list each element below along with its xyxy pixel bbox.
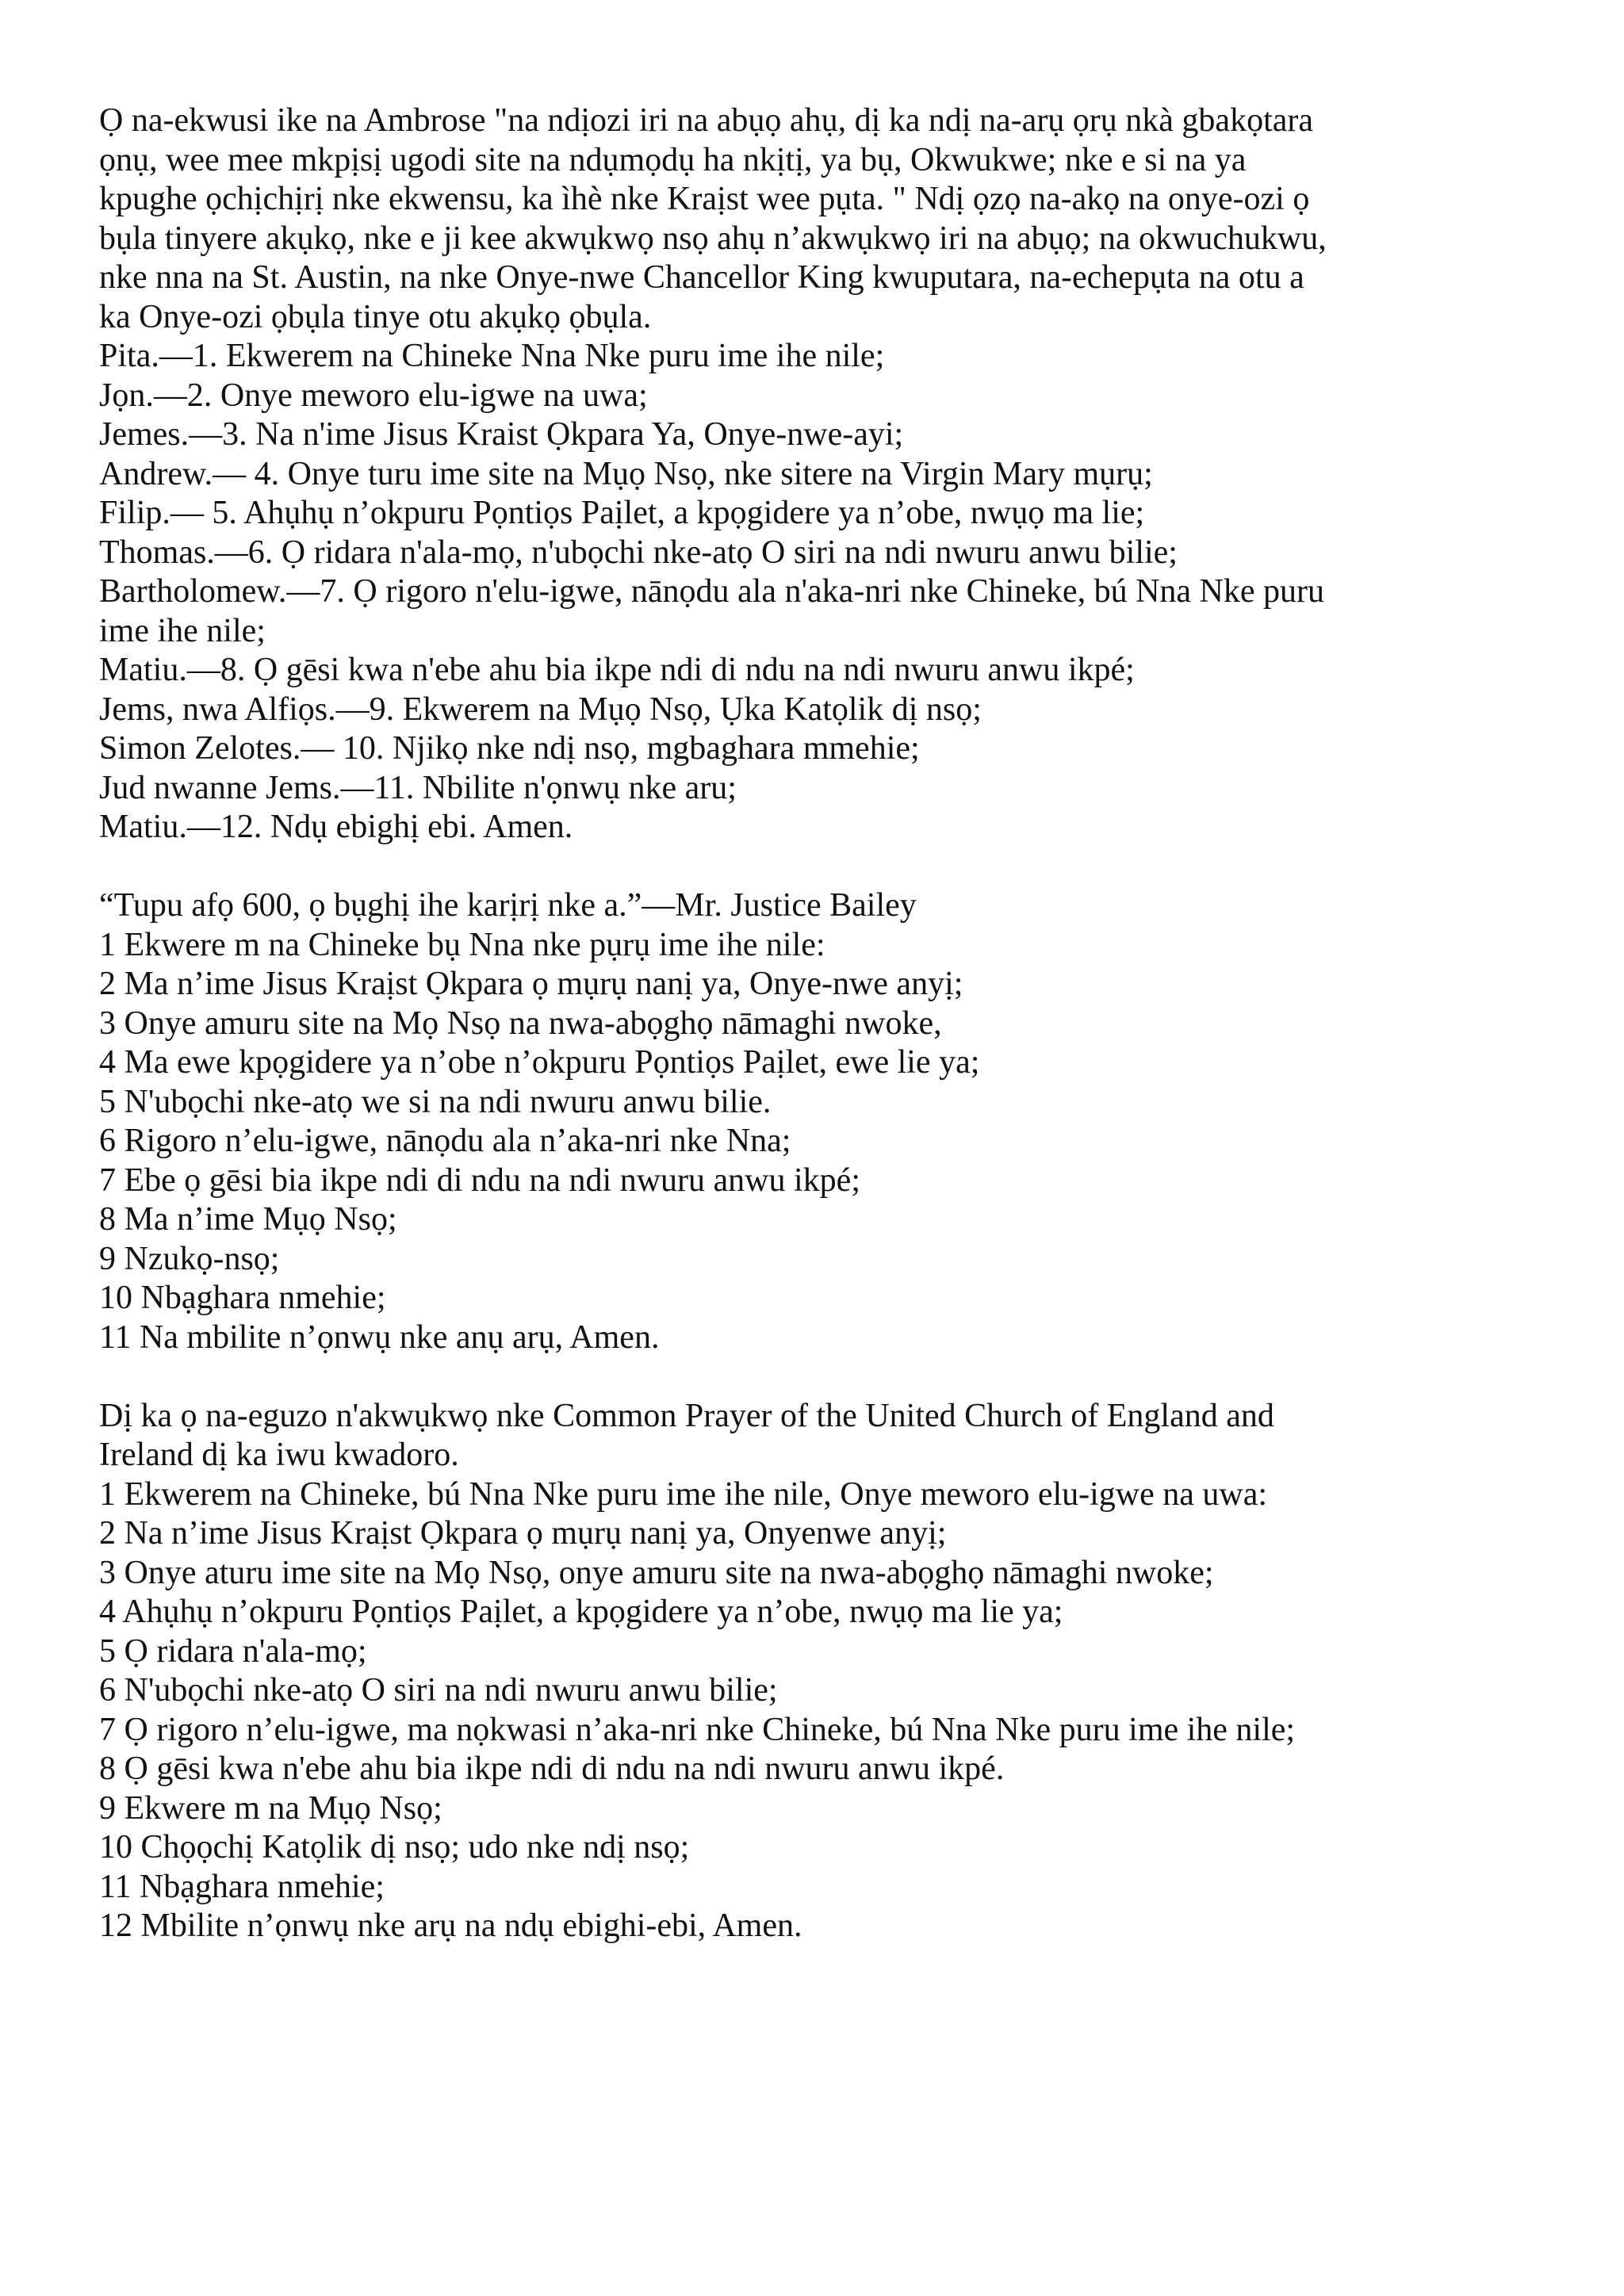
creed-article-continuation: ime ihe nile; bbox=[99, 612, 266, 649]
creed-article: 5 Ọ ridara n'ala-mọ; bbox=[99, 1632, 367, 1670]
creed-article: 10 Nbạghara nmehie; bbox=[99, 1280, 386, 1316]
paragraph-gap bbox=[99, 848, 1526, 887]
creed-article: 11 Na mbilite n’ọnwụ nke anụ arụ, Amen. bbox=[99, 1318, 660, 1356]
text-line: kpughe ọchịchịrị nke ekwensu, ka ìhè nke Kraịst wee pụta. " Ndị ọzọ na-akọ na onye-ozi ọ bbox=[99, 181, 1310, 217]
document-page bbox=[99, 101, 1526, 1946]
creed-article: 4 Ahụhụ n’okpuru Pọntiọs Paịlet, a kpọgidere ya n’obe, nwụọ ma lie ya; bbox=[99, 1594, 1063, 1630]
text-line: bụla tinyere akụkọ, nke e ji kee akwụkwọ nsọ ahụ n’akwụkwọ iri na abụọ; na okwuchukwu, bbox=[99, 220, 1327, 257]
creed-article: Jud nwanne Jems.—11. Nbilite n'ọnwụ nke aru; bbox=[99, 769, 737, 806]
creed-article: 7 Ọ rigoro n’elu-igwe, ma nọkwasi n’aka-nri nke Chineke, bú Nna Nke puru ime ihe nile; bbox=[99, 1711, 1296, 1748]
intro-paragraph bbox=[99, 101, 1526, 337]
section-heading: Dị ka ọ na-eguzo n'akwụkwọ nke Common Prayer of the United Church of England and bbox=[99, 1397, 1274, 1434]
creed-article: Filip.— 5. Ahụhụ n’okpuru Pọntiọs Paịlet, a kpọgidere ya n’obe, nwụọ ma lie; bbox=[99, 495, 1145, 531]
text-line: ọnụ, wee mee mkpịsị ugodi site na ndụmọdụ ha nkịtị, ya bụ, Okwukwe; nke e si na ya bbox=[99, 141, 1247, 178]
creed-article: 5 N'ubọchi nke-atọ we si na ndi nwuru anwu bilie. bbox=[99, 1083, 772, 1120]
creed-article: 6 Rigoro n’elu-igwe, nānọdu ala n’aka-nri nke Nna; bbox=[99, 1123, 791, 1159]
common-prayer-creed-list bbox=[99, 1397, 1526, 1946]
creed-article: 9 Ekwere m na Mụọ Nsọ; bbox=[99, 1789, 442, 1827]
creed-article: Jems, nwa Alfiọs.—9. Ekwerem na Mụọ Nsọ, Ụka Katọlik dị nsọ; bbox=[99, 691, 982, 728]
section-heading: “Tupu afọ 600, ọ bụghị ihe karịrị nke a.”—Mr. Justice Bailey bbox=[99, 887, 917, 924]
creed-article: 8 Ọ gēsi kwa n'ebe ahu bia ikpe ndi di ndu na ndi nwuru anwu ikpé. bbox=[99, 1751, 1005, 1787]
creed-article: 1 Ekwere m na Chineke bụ Nna nke pụrụ ime ihe nile: bbox=[99, 926, 825, 963]
creed-article: 10 Chọọchị Katọlik dị nsọ; udo nke ndị nsọ; bbox=[99, 1829, 690, 1866]
creed-article: 8 Ma n’ime Mụọ Nsọ; bbox=[99, 1201, 397, 1238]
creed-article: Jọn.—2. Onye meworo elu-igwe na uwa; bbox=[99, 377, 648, 414]
text-line: nke nna na St. Austin, na nke Onye-nwe Chancellor King kwuputara, na-echepụta na otu a bbox=[99, 259, 1304, 296]
creed-article: 12 Mbilite n’ọnwụ nke arụ na ndụ ebighi-ebi, Amen. bbox=[99, 1908, 802, 1944]
text-line: ka Onye-ozi ọbụla tinye otu akụkọ ọbụla. bbox=[99, 298, 652, 335]
creed-article: Jemes.—3. Na n'ime Jisus Kraist Ọkpara Ya, Onye-nwe-ayi; bbox=[99, 416, 904, 453]
section-heading: Ireland dị ka iwu kwadoro. bbox=[99, 1437, 459, 1473]
creed-article: Thomas.—6. Ọ ridara n'ala-mọ, n'ubọchi nke-atọ O siri na ndi nwuru anwu bilie; bbox=[99, 534, 1178, 571]
creed-article: 2 Na n’ime Jisus Kraịst Ọkpara ọ mụrụ nanị ya, Onyenwe anyị; bbox=[99, 1515, 947, 1552]
creed-article: 6 N'ubọchi nke-atọ O siri na ndi nwuru anwu bilie; bbox=[99, 1672, 778, 1709]
creed-article: Bartholomew.—7. Ọ rigoro n'elu-igwe, nānọdu ala n'aka-nri nke Chineke, bú Nna Nke puru bbox=[99, 573, 1324, 610]
creed-article: Matiu.—8. Ọ gēsi kwa n'ebe ahu bia ikpe ndi di ndu na ndi nwuru anwu ikpé; bbox=[99, 652, 1135, 688]
creed-article: Simon Zelotes.— 10. Njikọ nke ndị nsọ, mgbaghara mmehie; bbox=[99, 730, 920, 767]
creed-article: 4 Ma ewe kpọgidere ya n’obe n’okpuru Pọntiọs Paịlet, ewe lie ya; bbox=[99, 1044, 980, 1081]
creed-article: 1 Ekwerem na Chineke, bú Nna Nke puru ime ihe nile, Onye meworo elu-igwe na uwa: bbox=[99, 1475, 1268, 1513]
creed-article: 11 Nbạghara nmehie; bbox=[99, 1868, 385, 1905]
bailey-creed-list bbox=[99, 886, 1526, 1357]
creed-article: 3 Onye aturu ime site na Mọ Nsọ, onye amuru site na nwa-abọghọ nāmaghi nwoke; bbox=[99, 1554, 1214, 1591]
creed-article: Matiu.—12. Ndụ ebighị ebi. Amen. bbox=[99, 809, 573, 845]
text-line: Ọ na-ekwusi ike na Ambrose "na ndịozi iri na abụọ ahụ, dị ka ndị na-arụ ọrụ nkà gbakọtara bbox=[99, 102, 1314, 139]
creed-article: Andrew.— 4. Onye turu ime site na Mụọ Nsọ, nke sitere na Virgin Mary mụrụ; bbox=[99, 455, 1153, 492]
paragraph-gap bbox=[99, 1357, 1526, 1397]
creed-article: 9 Nzukọ-nsọ; bbox=[99, 1240, 280, 1277]
creed-article: 7 Ebe ọ gēsi bia ikpe ndi di ndu na ndi nwuru anwu ikpé; bbox=[99, 1161, 860, 1199]
creed-article: 2 Ma n’ime Jisus Kraịst Ọkpara ọ mụrụ nanị ya, Onye-nwe anyị; bbox=[99, 966, 963, 1002]
creed-article: Pita.—1. Ekwerem na Chineke Nna Nke puru ime ihe nile; bbox=[99, 338, 885, 374]
apostles-creed-list bbox=[99, 337, 1526, 848]
creed-article: 3 Onye amuru site na Mọ Nsọ na nwa-abọghọ nāmaghi nwoke, bbox=[99, 1004, 942, 1042]
